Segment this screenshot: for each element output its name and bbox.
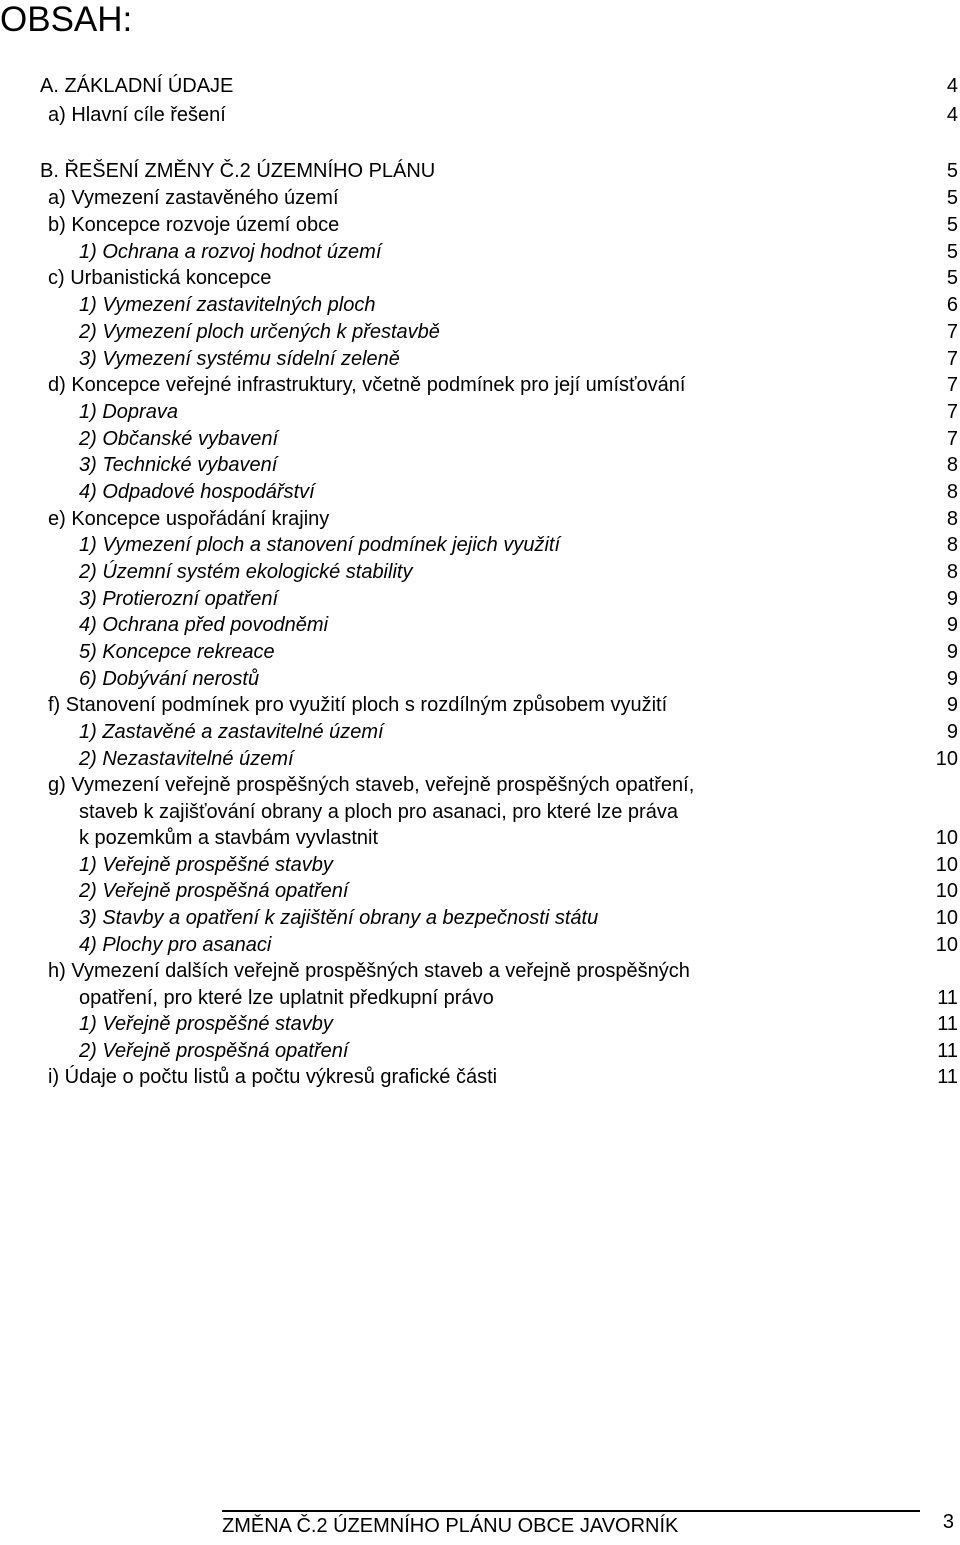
toc-entry-section-a[interactable]	[0, 73, 960, 99]
toc-entry-page: 10	[935, 827, 958, 849]
toc-entry-title: 5) Koncepce rekreace	[79, 641, 275, 663]
toc-subentry[interactable]	[0, 292, 960, 318]
toc-subentry[interactable]	[0, 532, 960, 558]
toc-subentry[interactable]	[0, 746, 960, 772]
toc-entry[interactable]	[0, 958, 960, 984]
toc-entry-title: 1) Doprava	[79, 401, 178, 423]
toc-entry[interactable]	[0, 212, 960, 238]
toc-entry[interactable]	[0, 185, 960, 211]
toc-entry-title: d) Koncepce veřejné infrastruktury, včetně podmínek pro její umísťování	[48, 374, 686, 396]
toc-entry-title: h) Vymezení dalších veřejně prospěšných staveb a veřejně prospěšných	[48, 960, 690, 982]
toc-entry-title: 1) Zastavěné a zastavitelné území	[79, 721, 384, 743]
toc-entry[interactable]	[0, 102, 960, 128]
toc-entry[interactable]	[0, 692, 960, 718]
toc-subentry[interactable]	[0, 346, 960, 372]
toc-entry-title: f) Stanovení podmínek pro využití ploch s rozdílným způsobem využití	[48, 694, 668, 716]
toc-subentry[interactable]	[0, 452, 960, 478]
toc-entry-page: 9	[946, 668, 958, 690]
toc-entry-page: 10	[935, 880, 958, 902]
toc-entry-page: 6	[946, 294, 958, 316]
toc-entry-page: 5	[946, 241, 958, 263]
toc-entry-title: 3) Protierozní opatření	[79, 588, 278, 610]
page-heading: OBSAH:	[0, 0, 133, 39]
toc-entry-title: 2) Veřejně prospěšná opatření	[79, 1040, 349, 1062]
toc-entry-page: 5	[946, 214, 958, 236]
toc-entry-title: 2) Vymezení ploch určených k přestavbě	[79, 321, 440, 343]
toc-subentry[interactable]	[0, 639, 960, 665]
toc-entry-page: 9	[946, 614, 958, 636]
toc-entry-page: 5	[946, 187, 958, 209]
toc-entry-page: 5	[946, 160, 958, 182]
toc-subentry[interactable]	[0, 719, 960, 745]
toc-subentry[interactable]	[0, 399, 960, 425]
toc-entry-title: c) Urbanistická koncepce	[48, 267, 272, 289]
toc-entry-continuation[interactable]	[0, 799, 960, 825]
toc-entry[interactable]	[0, 506, 960, 532]
toc-entry-page: 9	[946, 588, 958, 610]
toc-entry-title: A. ZÁKLADNÍ ÚDAJE	[40, 75, 234, 97]
toc-subentry[interactable]	[0, 852, 960, 878]
toc-entry[interactable]	[0, 1064, 960, 1090]
toc-entry-page: 10	[935, 854, 958, 876]
toc-entry[interactable]	[0, 265, 960, 291]
toc-entry-page: 8	[946, 561, 958, 583]
toc-entry-title: 4) Plochy pro asanaci	[79, 934, 272, 956]
toc-entry-page: 9	[946, 641, 958, 663]
toc-entry-title: 1) Vymezení zastavitelných ploch	[79, 294, 376, 316]
toc-entry-page: 7	[946, 401, 958, 423]
toc-entry-page: 5	[946, 267, 958, 289]
toc-subentry[interactable]	[0, 586, 960, 612]
toc-subentry[interactable]	[0, 932, 960, 958]
toc-entry-title: 2) Nezastavitelné území	[79, 748, 294, 770]
toc-entry-title: 4) Odpadové hospodářství	[79, 481, 315, 503]
toc-subentry[interactable]	[0, 319, 960, 345]
toc-entry-title: i) Údaje o počtu listů a počtu výkresů grafické části	[48, 1066, 498, 1088]
toc-subentry[interactable]	[0, 666, 960, 692]
toc-entry-continuation[interactable]	[0, 825, 960, 851]
toc-entry-title: 2) Občanské vybavení	[79, 428, 278, 450]
footer-title: ZMĚNA Č.2 ÚZEMNÍHO PLÁNU OBCE JAVORNÍK	[222, 1515, 679, 1537]
toc-entry-continuation[interactable]	[0, 985, 960, 1011]
toc-entry-title: 3) Vymezení systému sídelní zeleně	[79, 348, 400, 370]
toc-subentry[interactable]	[0, 1038, 960, 1064]
toc-subentry[interactable]	[0, 1011, 960, 1037]
toc-entry-title: 1) Veřejně prospěšné stavby	[79, 1013, 333, 1035]
toc-subentry[interactable]	[0, 239, 960, 265]
toc-entry-page: 11	[937, 1040, 958, 1062]
toc-entry-page: 7	[946, 374, 958, 396]
toc-entry-page: 10	[935, 934, 958, 956]
toc-entry-title: a) Hlavní cíle řešení	[48, 104, 226, 126]
toc-entry-page: 10	[935, 748, 958, 770]
toc-entry-title: e) Koncepce uspořádání krajiny	[48, 508, 330, 530]
toc-entry[interactable]	[0, 372, 960, 398]
toc-subentry[interactable]	[0, 905, 960, 931]
toc-entry[interactable]	[0, 772, 960, 798]
toc-entry-title: k pozemkům a stavbám vyvlastnit	[79, 827, 378, 849]
toc-entry-page: 7	[946, 428, 958, 450]
toc-subentry[interactable]	[0, 479, 960, 505]
toc-entry-title: 2) Veřejně prospěšná opatření	[79, 880, 349, 902]
toc-entry-page: 7	[946, 321, 958, 343]
toc-entry-page: 11	[937, 1013, 958, 1035]
toc-entry-title: 3) Stavby a opatření k zajištění obrany a bezpečnosti státu	[79, 907, 599, 929]
toc-entry-page: 11	[937, 987, 958, 1009]
toc-entry-title: 1) Ochrana a rozvoj hodnot území	[79, 241, 382, 263]
toc-subentry[interactable]	[0, 426, 960, 452]
footer-divider	[222, 1510, 920, 1512]
toc-entry-title: b) Koncepce rozvoje území obce	[48, 214, 340, 236]
toc-entry-title: 3) Technické vybavení	[79, 454, 278, 476]
toc-entry-title: opatření, pro které lze uplatnit předkupní právo	[79, 987, 494, 1009]
toc-entry-title: staveb k zajišťování obrany a ploch pro asanaci, pro které lze práva	[79, 801, 678, 823]
toc-entry-title: 1) Veřejně prospěšné stavby	[79, 854, 333, 876]
toc-subentry[interactable]	[0, 878, 960, 904]
toc-entry-section-b[interactable]	[0, 158, 960, 184]
toc-entry-title: 2) Územní systém ekologické stability	[79, 561, 413, 583]
toc-entry-title: 4) Ochrana před povodněmi	[79, 614, 329, 636]
toc-entry-page: 4	[946, 75, 958, 97]
toc-entry-title: 6) Dobývání nerostů	[79, 668, 260, 690]
toc-entry-page: 9	[946, 694, 958, 716]
toc-entry-page: 8	[946, 508, 958, 530]
toc-entry-page: 8	[946, 454, 958, 476]
toc-subentry[interactable]	[0, 612, 960, 638]
toc-entry-page: 10	[935, 907, 958, 929]
toc-entry-page: 7	[946, 348, 958, 370]
toc-entry-page: 8	[946, 534, 958, 556]
toc-entry-page: 4	[946, 104, 958, 126]
toc-subentry[interactable]	[0, 559, 960, 585]
toc-entry-page: 9	[946, 721, 958, 743]
toc-entry-page: 11	[937, 1066, 958, 1088]
toc-entry-title: B. ŘEŠENÍ ZMĚNY Č.2 ÚZEMNÍHO PLÁNU	[40, 160, 436, 182]
footer-page-number: 3	[942, 1511, 954, 1533]
toc-entry-title: a) Vymezení zastavěného území	[48, 187, 339, 209]
toc-entry-page: 8	[946, 481, 958, 503]
toc-entry-title: g) Vymezení veřejně prospěšných staveb, veřejně prospěšných opatření,	[48, 774, 695, 796]
toc-entry-title: 1) Vymezení ploch a stanovení podmínek jejich využití	[79, 534, 560, 556]
